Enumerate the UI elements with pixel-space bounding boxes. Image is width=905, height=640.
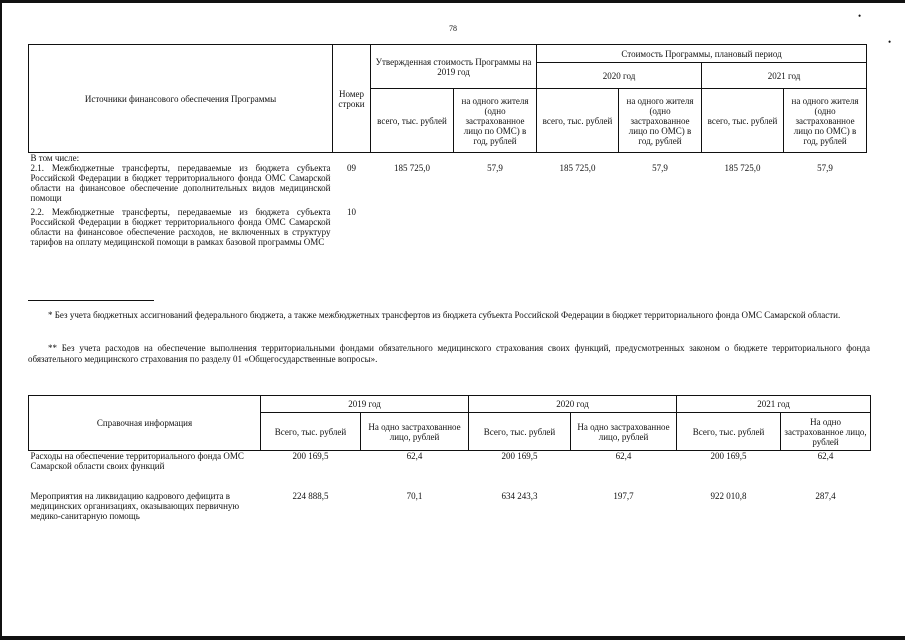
row-label: 2.2. Межбюджетные трансферты, передаваемые из бюджета субъекта Российской Федерации в бюджет территориального фонда ОМС Самарской области на финансовое обеспечение расходов, не включенных в структуру тарифов на оплату медицинской помощи в рамках базовой программы ОМС	[30, 207, 331, 247]
header-total-2020: всего, тыс. рублей	[537, 89, 619, 153]
header-total-2020: Всего, тыс. рублей	[469, 413, 571, 451]
header-year-2019: 2019 год	[261, 396, 469, 413]
footnote-2: ** Без учета расходов на обеспечение выполнения территориальными фондами обязательного медицинского страхования своих функций, предусмотренных законом о бюджете территориального фонда обязательного медицинского страхования по разделу 01 «Общегосударственные вопросы».	[28, 343, 870, 364]
header-year-2020: 2020 год	[537, 63, 702, 89]
page-number: 78	[449, 24, 457, 33]
row-label: Расходы на обеспечение территориального фонда ОМС Самарской области своих функций	[30, 451, 244, 471]
program-financing-table	[28, 44, 867, 247]
value-cell: 185 725,0	[394, 163, 430, 173]
value-cell: 200 169,5	[710, 451, 747, 461]
value-cell: 224 888,5	[292, 490, 329, 501]
value-cell	[371, 207, 454, 247]
value-cell	[537, 207, 619, 247]
table-row	[29, 207, 867, 247]
header-per-resident-2020: на одного жителя (одно застрахованное лицо по ОМС) в год, рублей	[619, 89, 702, 153]
value-cell: 200 169,5	[501, 451, 538, 461]
value-cell: 62,4	[817, 451, 834, 461]
value-cell: 62,4	[406, 451, 423, 461]
value-cell: 185 725,0	[724, 163, 761, 173]
footnote-separator	[28, 300, 154, 301]
table-row	[29, 163, 867, 207]
header-planned-cost: Стоимость Программы, плановый период	[537, 45, 867, 63]
reference-info-table	[28, 395, 871, 521]
header-per-person-2021: На одно застрахованное лицо, рублей	[781, 413, 871, 451]
value-cell: 57,9	[652, 163, 668, 173]
scan-speck: •	[858, 11, 862, 21]
header-per-person-2020: На одно застрахованное лицо, рублей	[571, 413, 677, 451]
header-source: Источники финансового обеспечения Программы	[29, 45, 333, 153]
header-per-person-2019: На одно застрахованное лицо, рублей	[361, 413, 469, 451]
value-cell	[454, 207, 537, 247]
header-row-number: Номер строки	[333, 45, 371, 153]
header-per-resident-2019: на одного жителя (одно застрахованное лицо по ОМС) в год, рублей	[454, 89, 537, 153]
value-cell: 197,7	[613, 490, 634, 501]
row-number: 10	[347, 207, 356, 217]
value-cell: 200 169,5	[292, 451, 329, 461]
header-total-2019: Всего, тыс. рублей	[261, 413, 361, 451]
row-label: 2.1. Межбюджетные трансферты, передаваемые из бюджета субъекта Российской Федерации в бюджет территориального фонда ОМС Самарской области на финансовое обеспечение дополнительных видов медицинской помощи	[30, 163, 331, 203]
scan-edge-bottom	[0, 636, 905, 640]
header-total-2021: всего, тыс. рублей	[702, 89, 784, 153]
header-approved-cost: Утвержденная стоимость Программы на 2019 год	[371, 45, 537, 89]
value-cell: 185 725,0	[559, 163, 596, 173]
scan-edge-left	[0, 0, 2, 640]
header-year-2021: 2021 год	[677, 396, 871, 413]
header-per-resident-2021: на одного жителя (одно застрахованное лицо по ОМС) в год, рублей	[784, 89, 867, 153]
scan-edge-top	[0, 0, 905, 3]
header-reference: Справочная информация	[29, 396, 261, 451]
header-total-2021: Всего, тыс. рублей	[677, 413, 781, 451]
value-cell	[619, 207, 702, 247]
value-cell: 70,1	[406, 490, 423, 501]
value-cell: 922 010,8	[710, 490, 747, 501]
header-total-2019: всего, тыс. рублей	[371, 89, 454, 153]
header-year-2021: 2021 год	[702, 63, 867, 89]
value-cell	[784, 207, 867, 247]
in-that-number-label: В том числе:	[30, 153, 80, 163]
row-label: Мероприятия на ликвидацию кадрового дефицита в медицинских организациях, оказывающих первичную медико-санитарную помощь	[30, 490, 240, 521]
table-row	[29, 491, 871, 521]
value-cell: 57,9	[487, 163, 503, 173]
footnote-1: * Без учета бюджетных ассигнований федерального бюджета, а также межбюджетных трансфертов из бюджета субъекта Российской Федерации в бюджет территориального фонда ОМС Самарской области.	[48, 310, 841, 320]
value-cell: 287,4	[815, 490, 836, 501]
value-cell: 57,9	[817, 163, 833, 173]
value-cell	[702, 207, 784, 247]
table-row	[29, 451, 871, 491]
header-year-2020: 2020 год	[469, 396, 677, 413]
value-cell: 634 243,3	[501, 490, 538, 501]
value-cell: 62,4	[615, 451, 632, 461]
row-number: 09	[347, 163, 356, 173]
scan-speck: •	[888, 37, 892, 47]
